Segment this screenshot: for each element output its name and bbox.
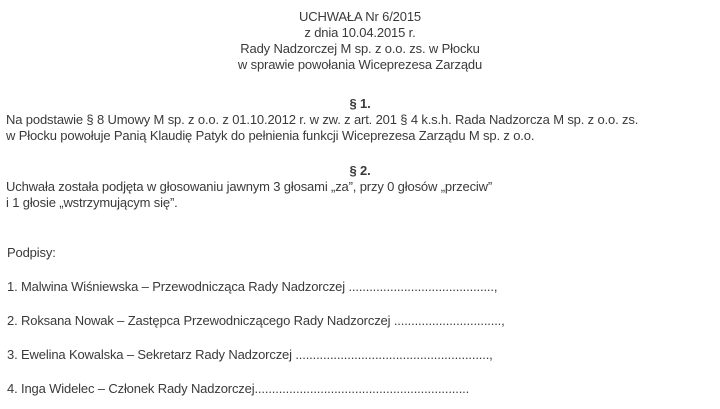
section-2-paragraph — [0, 179, 720, 211]
signatures-heading: Podpisy: — [7, 245, 56, 260]
document-header — [0, 0, 720, 73]
section-1-line-2: w Płocku powołuje Panią Klaudię Patyk do pełnienia funkcji Wiceprezesa Zarządu M sp. z o.o. — [6, 128, 535, 143]
section-2-marker: § 2. — [349, 163, 371, 178]
signature-line-2: 2. Roksana Nowak – Zastępca Przewodniczącego Rady Nadzorczej ..............................., — [7, 313, 505, 328]
document-date: z dnia 10.04.2015 r. — [304, 25, 416, 40]
section-2-line-2: i 1 głosie „wstrzymującym się”. — [6, 195, 178, 210]
section-1-paragraph — [0, 112, 720, 144]
signature-line-3: 3. Ewelina Kowalska – Sekretarz Rady Nadzorczej ........................................................, — [7, 347, 493, 362]
section-1-marker: § 1. — [349, 96, 371, 111]
document-issuer: Rady Nadzorczej M sp. z o.o. zs. w Płocku — [240, 41, 480, 56]
section-2-line-1: Uchwała została podjęta w głosowaniu jawnym 3 głosami „za”, przy 0 głosów „przeciw” — [6, 179, 493, 194]
signature-line-4: 4. Inga Widelec – Członek Rady Nadzorczej.............................................................. — [7, 381, 470, 396]
document-title: UCHWAŁA Nr 6/2015 — [299, 9, 421, 24]
section-1-line-1: Na podstawie § 8 Umowy M sp. z o.o. z 01.10.2012 r. w zw. z art. 201 § 4 k.s.h. Rada Nadzorcza M sp. z o.o. zs. — [6, 112, 639, 127]
document-subject: w sprawie powołania Wiceprezesa Zarządu — [237, 57, 483, 72]
signature-line-1: 1. Malwina Wiśniewska – Przewodnicząca Rady Nadzorczej .........................................., — [7, 279, 498, 294]
